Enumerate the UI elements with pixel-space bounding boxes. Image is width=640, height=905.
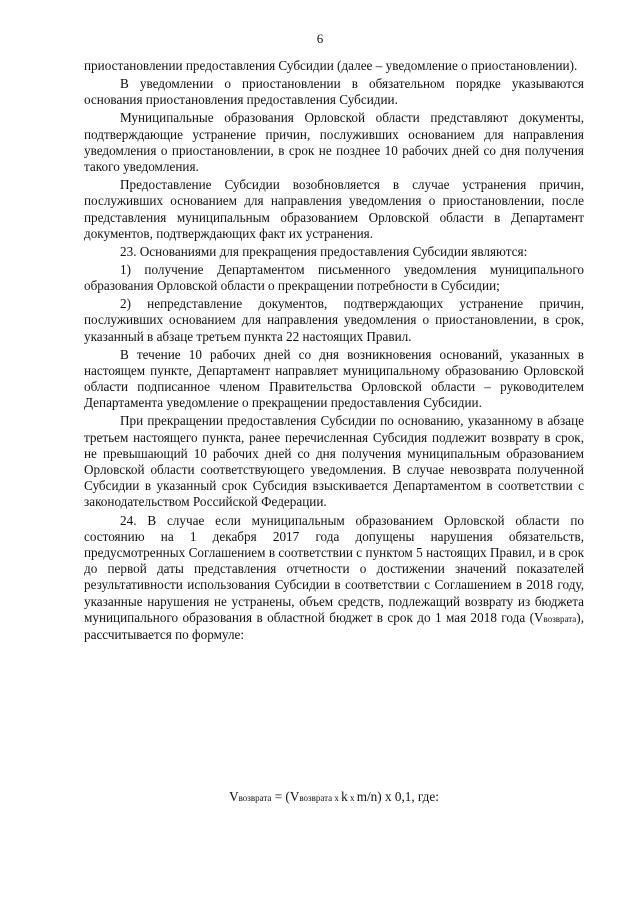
paragraph-24 bbox=[84, 513, 584, 644]
paragraph: приостановлении предоставления Субсидии (далее – уведомление о приостановлении). bbox=[84, 58, 578, 73]
paragraph-text: 24. В случае если муниципальным образованием Орловской области по состоянию на 1 декабря 2017 года допущены нарушения обязательств, предусмотренных Соглашением в соответствии с пунктом 5 настоящих Правил, и в срок до первой даты представления отчетности о достижении значений показателей результативности использования Субсидии в соответствии с Соглашением в 2018 году, указанные нарушения не устранены, объем средств, подлежащий возврату из бюджета муниципального образования в областной бюджет в срок до 1 мая 2018 года bbox=[84, 512, 584, 625]
paragraph: В уведомлении о приостановлении в обязательном порядке указываются основания приостановления предоставления Субсидии. bbox=[84, 76, 584, 108]
formula-rhs-subscript: возврата bbox=[299, 793, 333, 803]
paragraph: В течение 10 рабочих дней со дня возникновения оснований, указанных в настоящем пункте, Департамент направляет муниципальному образованию Орловской области подписанное членом Правительства Орловской области – руководителем Департамента уведомление о прекращении предоставления Субсидии. bbox=[84, 346, 584, 411]
formula-k: k bbox=[341, 789, 348, 804]
formula-lhs-subscript: возврата bbox=[238, 793, 272, 803]
paragraph-tail-subscript: возврата bbox=[543, 613, 577, 624]
formula-lhs-v: V bbox=[229, 789, 239, 804]
paragraph: 2) непредставление документов, подтверждающих устранение причин, послуживших основанием для направления уведомления о приостановлении, в срок, указанный в абзаце третьем пункта 22 настоящих Правил. bbox=[84, 296, 584, 344]
paragraph: Муниципальные образования Орловской области представляют документы, подтверждающие устранение причин, послуживших основанием для направления уведомления о приостановлении, в срок не позднее 10 рабочих дней со дня получения такого уведомления. bbox=[84, 110, 584, 174]
formula-equals: = (V bbox=[271, 789, 300, 804]
paragraph: 23. Основаниями для прекращения предоставления Субсидии являются: bbox=[120, 243, 528, 259]
paragraph-tail-suffix: ), рассчитывается по формуле: bbox=[84, 609, 584, 642]
paragraph: Предоставление Субсидии возобновляется в случае устранения причин, послуживших основанием для направления уведомления о приостановлении, после представления муниципальным образованием Орловской области в Департамент документов, подтверждающих факт их устранения. bbox=[84, 177, 584, 241]
formula-op-1: x bbox=[332, 793, 342, 803]
formula bbox=[84, 789, 584, 806]
paragraph-tail-prefix: (V bbox=[529, 609, 544, 625]
formula-tail: m/n) x 0,1, где: bbox=[356, 789, 439, 804]
formula-op-2: x bbox=[347, 793, 357, 803]
document-body bbox=[84, 58, 584, 643]
paragraph: При прекращении предоставления Субсидии по основанию, указанному в абзаце третьем настоящего пункта, ранее перечисленная Субсидия подлежит возврату в срок, не превышающий 10 рабочих дней со дня получения муниципальным образованием Орловской области соответствующего уведомления. В случае невозврата полученной Субсидии в указанный срок Субсидия взыскивается Департаментом в соответствии с законодательством Российской Федерации. bbox=[84, 413, 584, 510]
page-number: 6 bbox=[316, 31, 324, 46]
paragraph: 1) получение Департаментом письменного уведомления муниципального образования Орловской области о прекращении потребности в Субсидии; bbox=[84, 261, 584, 294]
